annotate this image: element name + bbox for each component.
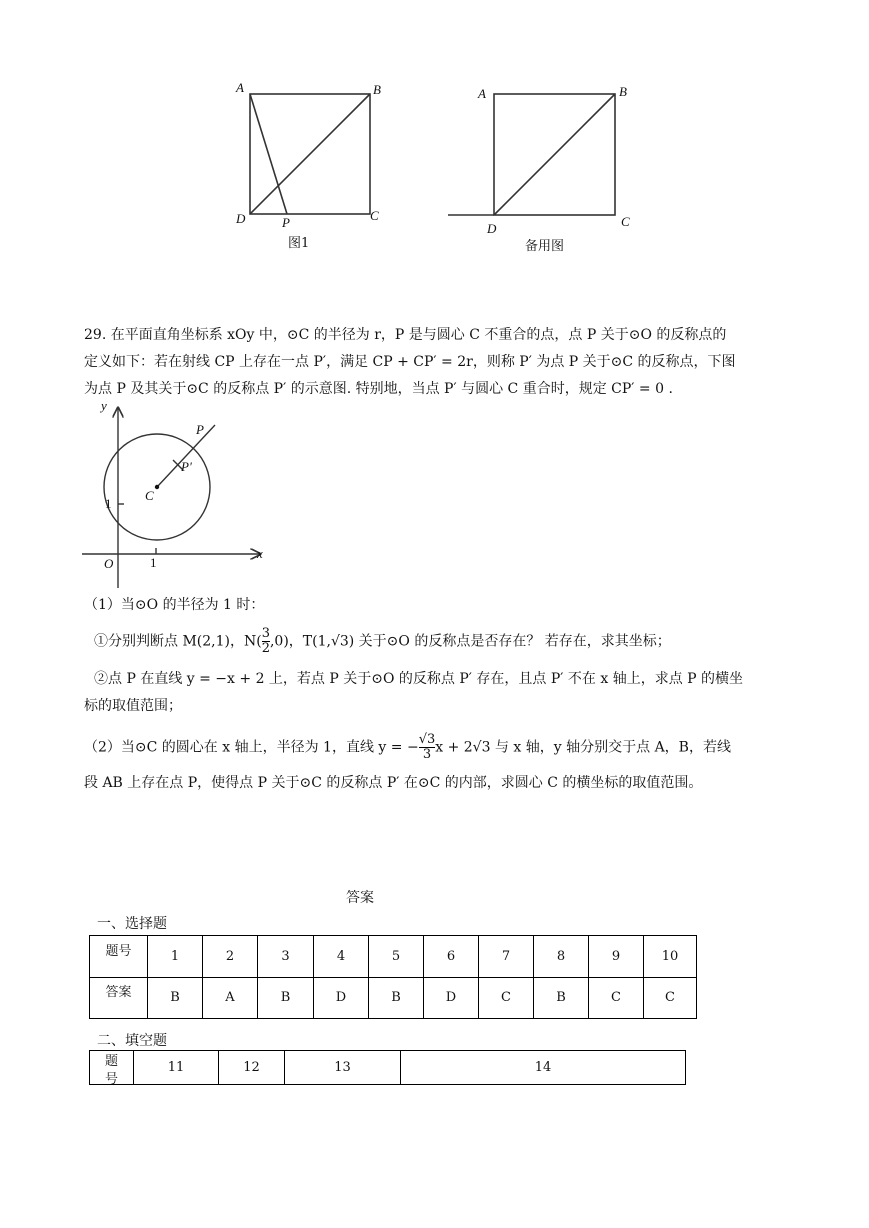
table-cell: 11 [134, 1051, 219, 1084]
figure-1-square [230, 78, 400, 253]
table-cell: A [203, 977, 258, 1018]
table-cell: 4 [314, 936, 369, 977]
label-p-prime: P' [181, 459, 192, 474]
question-1a-suffix: ,0)，T(1,√3) 关于⊙O 的反称点是否存在？ 若存在，求其坐标； [269, 633, 671, 650]
table-cell: 1 [148, 936, 203, 977]
label-x: x [257, 546, 263, 561]
question-2-prefix: （2）当⊙C 的圆心在 x 轴上，半径为 1，直线 y = − [84, 739, 419, 756]
table-cell: C [589, 977, 644, 1018]
table-cell: 10 [661, 949, 679, 964]
fraction-denominator: 3 [422, 747, 432, 762]
answers-title: 答案 [346, 890, 374, 906]
question-2-line-2: 段 AB 上存在点 P，使得点 P 关于⊙C 的反称点 P′ 在⊙C 的内部，求圆心 C 的横坐标的取值范围。 [84, 775, 703, 791]
table-cell: 14 [534, 1060, 552, 1075]
section-choice-title: 一、选择题 [97, 916, 167, 932]
table-cell: C [665, 990, 675, 1005]
question-2-suffix: x + 2√3 与 x 轴，y 轴分别交于点 A，B，若线 [435, 739, 731, 756]
label-a: A [478, 86, 486, 101]
table-cell: 6 [424, 936, 479, 977]
fraction-sqrt3-over-3 [419, 733, 436, 762]
table-cell: D [424, 977, 479, 1018]
question-1: （1）当⊙O 的半径为 1 时： [84, 597, 265, 613]
table-cell: D [314, 977, 369, 1018]
table-cell: B [258, 977, 314, 1018]
section-fill-title: 二、填空题 [97, 1033, 167, 1049]
question-1a [94, 627, 794, 656]
label-x-one: 1 [150, 555, 157, 570]
label-b: B [373, 82, 381, 97]
figure-2-square [445, 78, 630, 253]
figure-1-caption: 图1 [288, 236, 310, 251]
table-cell: 8 [534, 936, 589, 977]
question-2-line-1 [84, 733, 784, 762]
label-y: y [101, 398, 107, 413]
problem-29-line-3: 为点 P 及其关于⊙C 的反称点 P′ 的示意图. 特别地，当点 P′ 与圆心 C 重合时，规定 CP′ = 0 . [84, 381, 673, 397]
label-p: P [282, 215, 290, 230]
label-d: D [487, 221, 497, 236]
table-cell: C [479, 977, 534, 1018]
question-1b-line-2: 标的取值范围； [84, 698, 182, 714]
question-1a-prefix: ①分别判断点 M(2,1)，N( [94, 633, 262, 650]
table-cell: 3 [258, 936, 314, 977]
row-header-answer: 答案 [90, 977, 148, 1018]
table-row-numbers [90, 936, 696, 978]
table-cell: 13 [285, 1051, 401, 1084]
fraction-numerator: 3 [261, 626, 270, 641]
table-row-answers [90, 977, 696, 1018]
label-c: C [621, 214, 630, 229]
label-c: C [145, 488, 154, 503]
diagonal-db [494, 94, 615, 215]
label-c: C [370, 208, 379, 223]
fraction-three-halves [262, 627, 270, 656]
row-header-number: 题号 [90, 936, 148, 977]
header-top-char: 题 [104, 1054, 118, 1069]
table-cell: B [534, 977, 589, 1018]
question-1b-line-1: ②点 P 在直线 y = −x + 2 上，若点 P 关于⊙O 的反称点 P′ 存在，且点 P′ 不在 x 轴上，求点 P 的横坐 [94, 671, 744, 687]
figure-2-caption: 备用图 [525, 239, 565, 254]
table-cell: 5 [369, 936, 424, 977]
problem-29-line-2: 定义如下：若在射线 CP 上存在一点 P′，满足 CP + CP′ = 2r，则称 P′ 为点 P 关于⊙C 的反称点，下图 [84, 354, 736, 370]
fill-answer-table [89, 1050, 686, 1085]
label-y-one: 1 [105, 496, 112, 511]
center-point [155, 485, 159, 489]
table-cell: 7 [479, 936, 534, 977]
label-p: P [196, 422, 204, 437]
header-bottom-char: 号 [104, 1072, 118, 1085]
table-cell: B [148, 977, 203, 1018]
label-a: A [236, 80, 244, 95]
table-cell: 9 [589, 936, 644, 977]
fill-row-header [90, 1051, 134, 1085]
label-b: B [619, 84, 627, 99]
choice-answer-table [89, 935, 697, 1019]
label-o: O [104, 556, 114, 571]
table-cell: 12 [219, 1051, 285, 1084]
fraction-numerator: √3 [418, 732, 436, 747]
table-cell: 2 [203, 936, 258, 977]
table-cell: B [369, 977, 424, 1018]
problem-29-line-1: 29. 在平面直角坐标系 xOy 中，⊙C 的半径为 r，P 是与圆心 C 不重合的点，点 P 关于⊙O 的反称点的 [84, 327, 727, 343]
label-d: D [236, 211, 246, 226]
fraction-denominator: 2 [261, 641, 270, 656]
